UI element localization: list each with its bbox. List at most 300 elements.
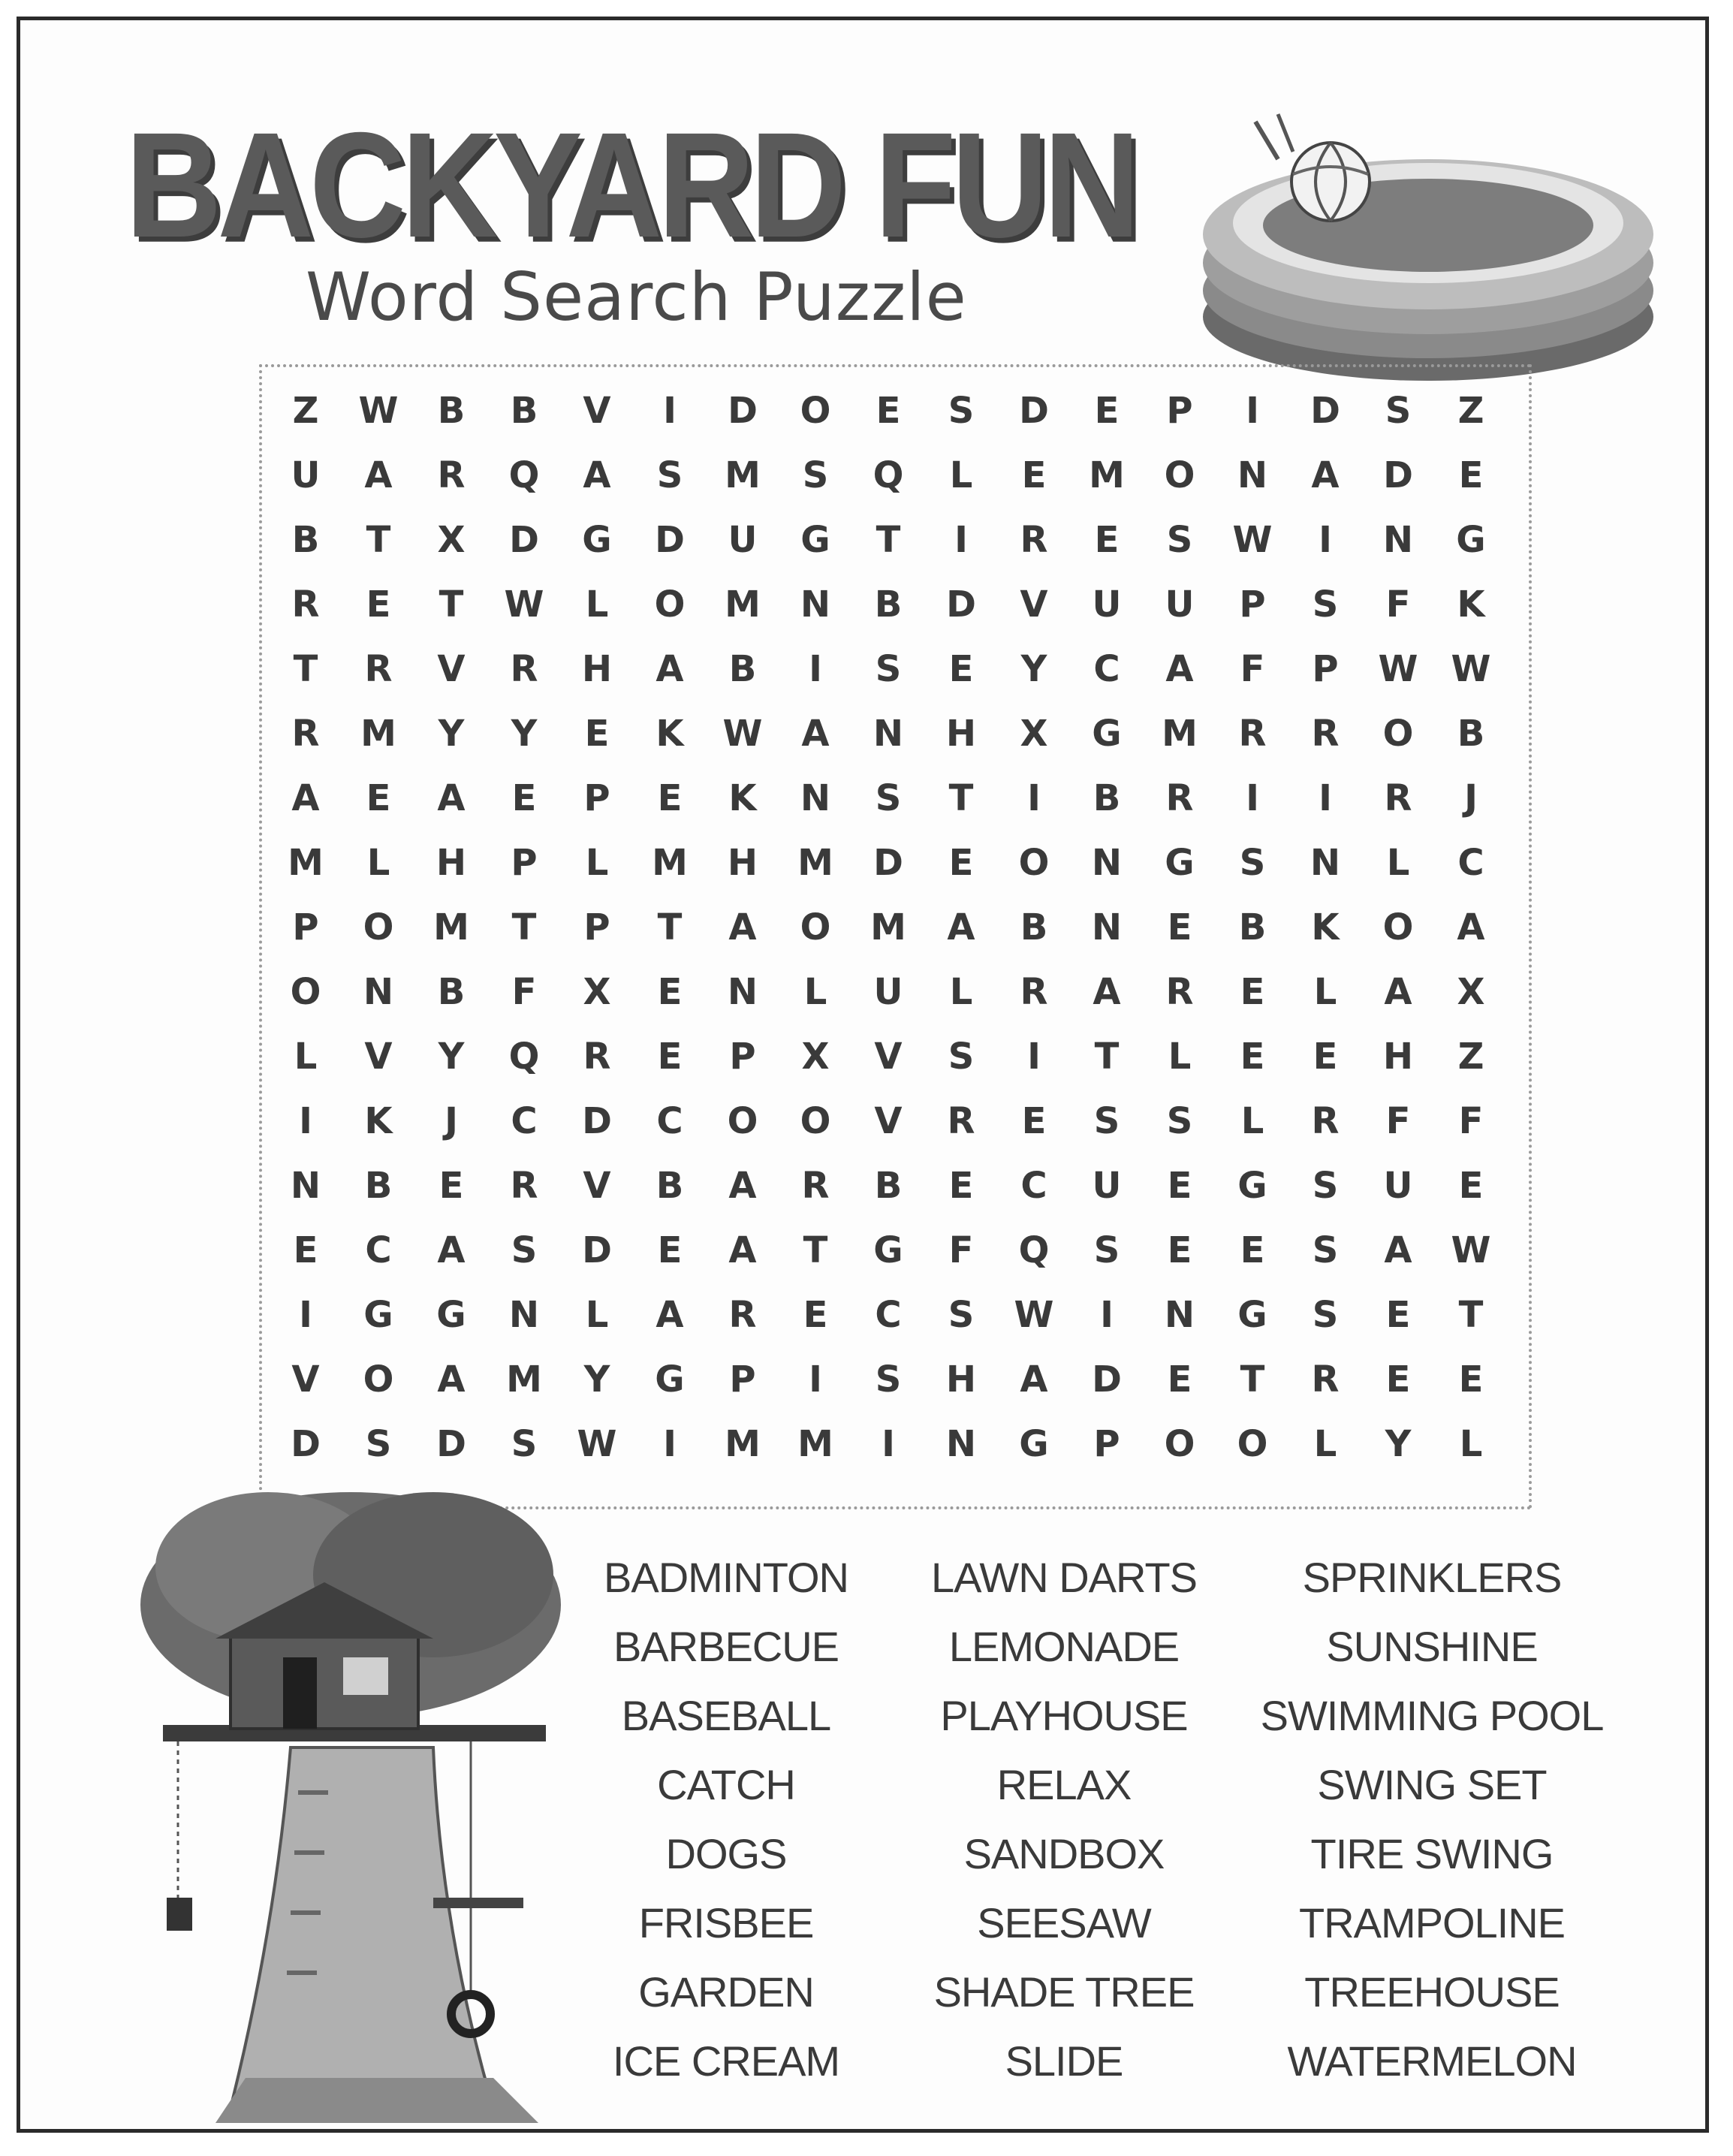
grid-letter[interactable]: R — [1020, 971, 1048, 1013]
grid-letter[interactable]: S — [1093, 1100, 1120, 1142]
grid-letter[interactable]: B — [874, 583, 903, 626]
grid-letter[interactable]: T — [948, 777, 974, 819]
grid-letter[interactable]: Y — [438, 713, 465, 755]
grid-letter[interactable]: L — [1313, 971, 1337, 1013]
grid-letter[interactable]: H — [945, 1358, 977, 1401]
grid-letter[interactable]: D — [509, 519, 539, 561]
grid-letter[interactable]: E — [439, 1165, 464, 1207]
grid-letter[interactable]: R — [291, 713, 320, 755]
grid-letter[interactable]: P — [511, 842, 538, 884]
grid-letter[interactable]: S — [875, 1358, 902, 1401]
grid-letter[interactable]: A — [728, 1165, 757, 1207]
grid-letter[interactable]: S — [1312, 1229, 1339, 1271]
grid-letter[interactable]: I — [1246, 777, 1259, 819]
grid-letter[interactable]: T — [1458, 1294, 1484, 1336]
grid-letter[interactable]: H — [1382, 1036, 1414, 1078]
grid-letter[interactable]: D — [582, 1100, 612, 1142]
grid-letter[interactable]: I — [1100, 1294, 1114, 1336]
grid-letter[interactable]: I — [663, 1423, 677, 1465]
grid-letter[interactable]: B — [1457, 713, 1485, 755]
grid-letter[interactable]: E — [584, 713, 610, 755]
grid-letter[interactable]: L — [1459, 1423, 1483, 1465]
grid-letter[interactable]: N — [800, 583, 831, 626]
grid-letter[interactable]: F — [1458, 1100, 1484, 1142]
grid-letter[interactable]: W — [504, 583, 544, 626]
grid-letter[interactable]: W — [722, 713, 763, 755]
grid-letter[interactable]: T — [293, 648, 318, 690]
grid-letter[interactable]: E — [1385, 1294, 1411, 1336]
grid-letter[interactable]: S — [1312, 583, 1339, 626]
grid-letter[interactable]: S — [1312, 1165, 1339, 1207]
grid-letter[interactable]: R — [947, 1100, 975, 1142]
grid-letter[interactable]: R — [1384, 777, 1412, 819]
grid-letter[interactable]: O — [1382, 906, 1414, 948]
grid-letter[interactable]: M — [1089, 454, 1125, 496]
grid-letter[interactable]: E — [803, 1294, 828, 1336]
grid-letter[interactable]: M — [725, 583, 761, 626]
grid-letter[interactable]: C — [875, 1294, 902, 1336]
grid-letter[interactable]: P — [292, 906, 319, 948]
grid-letter[interactable]: B — [874, 1165, 903, 1207]
grid-letter[interactable]: L — [949, 971, 973, 1013]
grid-letter[interactable]: E — [948, 842, 974, 884]
grid-letter[interactable]: B — [728, 648, 757, 690]
grid-letter[interactable]: N — [873, 713, 904, 755]
grid-letter[interactable]: W — [1378, 648, 1418, 690]
grid-letter[interactable]: L — [366, 842, 390, 884]
word-list-item: GARDEN — [638, 1968, 814, 2016]
grid-letter[interactable]: K — [1311, 906, 1340, 948]
grid-letter[interactable]: L — [1313, 1423, 1337, 1465]
grid-letter[interactable]: I — [954, 519, 968, 561]
grid-letter[interactable]: T — [876, 519, 901, 561]
grid-letter[interactable]: M — [506, 1358, 542, 1401]
grid-letter[interactable]: V — [437, 648, 466, 690]
grid-letter[interactable]: E — [511, 777, 537, 819]
grid-letter[interactable]: C — [365, 1229, 392, 1271]
grid-letter[interactable]: E — [1240, 971, 1265, 1013]
grid-letter[interactable]: X — [801, 1036, 830, 1078]
grid-letter[interactable]: D — [1310, 390, 1340, 432]
grid-letter[interactable]: G — [800, 519, 830, 561]
grid-letter[interactable]: E — [1167, 1165, 1192, 1207]
grid-letter[interactable]: A — [801, 713, 830, 755]
grid-letter[interactable]: S — [1166, 519, 1193, 561]
grid-letter[interactable]: O — [1382, 713, 1414, 755]
grid-letter[interactable]: A — [1165, 648, 1194, 690]
grid-letter[interactable]: L — [1240, 1100, 1264, 1142]
grid-letter[interactable]: H — [436, 842, 467, 884]
grid-letter[interactable]: T — [439, 583, 464, 626]
grid-letter[interactable]: G — [1237, 1165, 1267, 1207]
grid-letter[interactable]: G — [1092, 713, 1122, 755]
grid-letter[interactable]: Y — [583, 1358, 610, 1401]
grid-letter[interactable]: M — [652, 842, 688, 884]
grid-letter[interactable]: U — [1092, 583, 1122, 626]
grid-letter[interactable]: X — [1020, 713, 1048, 755]
grid-letter[interactable]: R — [510, 1165, 538, 1207]
grid-letter[interactable]: U — [1165, 583, 1195, 626]
grid-letter[interactable]: O — [290, 971, 321, 1013]
grid-letter[interactable]: Z — [1457, 1036, 1484, 1078]
grid-letter[interactable]: G — [582, 519, 612, 561]
word-search-grid[interactable] — [259, 364, 1532, 1509]
grid-letter[interactable]: V — [1020, 583, 1048, 626]
grid-letter[interactable]: R — [1238, 713, 1267, 755]
grid-letter[interactable]: L — [949, 454, 973, 496]
word-list-item: LAWN DARTS — [930, 1554, 1198, 1601]
grid-letter[interactable]: G — [1019, 1423, 1049, 1465]
grid-letter[interactable]: M — [725, 1423, 761, 1465]
grid-letter[interactable]: W — [1014, 1294, 1054, 1336]
grid-letter[interactable]: X — [583, 971, 611, 1013]
grid-letter[interactable]: I — [809, 1358, 822, 1401]
grid-letter[interactable]: M — [797, 1423, 833, 1465]
grid-letter[interactable]: A — [437, 777, 466, 819]
grid-letter[interactable]: D — [946, 583, 976, 626]
grid-letter[interactable]: C — [511, 1100, 538, 1142]
grid-letter[interactable]: T — [1240, 1358, 1265, 1401]
grid-letter[interactable]: S — [365, 1423, 392, 1465]
grid-letter[interactable]: U — [1383, 1165, 1413, 1207]
grid-letter[interactable]: V — [364, 1036, 393, 1078]
word-list-item: TIRE SWING — [1310, 1830, 1554, 1877]
grid-letter[interactable]: T — [511, 906, 537, 948]
grid-letter[interactable]: E — [293, 1229, 318, 1271]
grid-letter[interactable]: L — [1386, 842, 1410, 884]
grid-letter[interactable]: X — [1457, 971, 1485, 1013]
grid-letter[interactable]: B — [291, 519, 320, 561]
grid-letter[interactable]: E — [1458, 1358, 1484, 1401]
grid-letter[interactable]: E — [1021, 454, 1047, 496]
grid-letter[interactable]: A — [1457, 906, 1485, 948]
grid-letter[interactable]: S — [1093, 1229, 1120, 1271]
grid-letter[interactable]: G — [436, 1294, 466, 1336]
grid-letter[interactable]: O — [800, 1100, 831, 1142]
grid-letter[interactable]: R — [1311, 713, 1340, 755]
grid-row — [294, 1091, 1510, 1151]
grid-letter[interactable]: O — [1018, 842, 1050, 884]
grid-letter[interactable]: B — [364, 1165, 393, 1207]
grid-letter[interactable]: F — [511, 971, 537, 1013]
grid-letter[interactable]: Y — [1020, 648, 1047, 690]
grid-letter[interactable]: V — [583, 1165, 611, 1207]
grid-letter[interactable]: B — [1093, 777, 1121, 819]
grid-letter[interactable]: M — [725, 454, 761, 496]
grid-letter[interactable]: E — [657, 1229, 683, 1271]
grid-letter[interactable]: P — [1312, 648, 1339, 690]
grid-letter[interactable]: R — [583, 1036, 611, 1078]
grid-letter[interactable]: B — [1020, 906, 1048, 948]
grid-letter[interactable]: F — [1385, 1100, 1411, 1142]
grid-letter[interactable]: A — [364, 454, 393, 496]
grid-letter[interactable]: I — [299, 1100, 312, 1142]
grid-letter[interactable]: S — [1239, 842, 1266, 884]
grid-letter[interactable]: F — [1385, 583, 1411, 626]
grid-letter[interactable]: S — [875, 648, 902, 690]
grid-letter[interactable]: E — [948, 648, 974, 690]
grid-letter[interactable]: E — [1458, 454, 1484, 496]
grid-letter[interactable]: G — [873, 1229, 903, 1271]
grid-letter[interactable]: E — [1458, 1165, 1484, 1207]
grid-letter[interactable]: U — [873, 971, 903, 1013]
grid-letter[interactable]: X — [437, 519, 466, 561]
grid-letter[interactable]: S — [948, 390, 975, 432]
grid-letter[interactable]: D — [1092, 1358, 1122, 1401]
grid-letter[interactable]: Y — [1385, 1423, 1412, 1465]
grid-letter[interactable]: O — [1164, 1423, 1195, 1465]
grid-letter[interactable]: E — [657, 1036, 683, 1078]
grid-letter[interactable]: W — [577, 1423, 617, 1465]
grid-letter[interactable]: E — [876, 390, 901, 432]
grid-letter[interactable]: C — [1457, 842, 1484, 884]
grid-letter[interactable]: R — [364, 648, 393, 690]
grid-letter[interactable]: A — [1311, 454, 1340, 496]
grid-letter[interactable]: L — [803, 971, 827, 1013]
grid-letter[interactable]: B — [1238, 906, 1267, 948]
grid-letter[interactable]: L — [1168, 1036, 1192, 1078]
grid-letter[interactable]: U — [728, 519, 758, 561]
grid-letter[interactable]: D — [728, 390, 758, 432]
grid-letter[interactable]: S — [948, 1294, 975, 1336]
grid-letter[interactable]: R — [1311, 1358, 1340, 1401]
grid-letter[interactable]: V — [583, 390, 611, 432]
grid-letter[interactable]: D — [873, 842, 903, 884]
grid-letter[interactable]: I — [1027, 777, 1041, 819]
grid-letter[interactable]: E — [1313, 1036, 1338, 1078]
grid-letter[interactable]: Q — [1018, 1229, 1050, 1271]
grid-letter[interactable]: R — [1165, 971, 1194, 1013]
grid-letter[interactable]: M — [1162, 713, 1198, 755]
grid-letter[interactable]: O — [363, 906, 394, 948]
grid-letter[interactable]: A — [947, 906, 975, 948]
grid-letter[interactable]: D — [655, 519, 685, 561]
grid-letter[interactable]: G — [1456, 519, 1486, 561]
grid-letter[interactable]: M — [870, 906, 906, 948]
grid-letter[interactable]: N — [290, 1165, 321, 1207]
grid-letter[interactable]: N — [1091, 842, 1123, 884]
grid-letter[interactable]: K — [364, 1100, 393, 1142]
grid-letter[interactable]: R — [728, 1294, 757, 1336]
grid-letter[interactable]: A — [1020, 1358, 1048, 1401]
grid-letter[interactable]: A — [1093, 971, 1121, 1013]
grid-letter[interactable]: I — [1246, 390, 1259, 432]
grid-letter[interactable]: A — [728, 906, 757, 948]
grid-letter[interactable]: T — [803, 1229, 828, 1271]
grid-letter[interactable]: I — [1319, 777, 1332, 819]
grid-letter[interactable]: E — [1385, 1358, 1411, 1401]
grid-letter[interactable]: E — [1167, 1358, 1192, 1401]
grid-letter[interactable]: O — [800, 390, 831, 432]
grid-letter[interactable]: O — [654, 583, 686, 626]
grid-letter[interactable]: N — [1091, 906, 1123, 948]
grid-letter[interactable]: S — [948, 1036, 975, 1078]
grid-letter[interactable]: H — [727, 842, 758, 884]
grid-letter[interactable]: A — [656, 1294, 684, 1336]
grid-letter[interactable]: N — [1237, 454, 1268, 496]
grid-letter[interactable]: D — [582, 1229, 612, 1271]
grid-letter[interactable]: C — [1020, 1165, 1047, 1207]
grid-letter[interactable]: C — [1093, 648, 1120, 690]
grid-letter[interactable]: T — [1094, 1036, 1120, 1078]
grid-letter[interactable]: O — [363, 1358, 394, 1401]
grid-letter[interactable]: L — [585, 842, 609, 884]
grid-letter[interactable]: L — [294, 1036, 318, 1078]
grid-letter[interactable]: Q — [508, 454, 540, 496]
grid-letter[interactable]: E — [366, 583, 391, 626]
grid-letter[interactable]: Z — [1457, 390, 1484, 432]
grid-letter[interactable]: A — [437, 1358, 466, 1401]
grid-letter[interactable]: D — [1019, 390, 1049, 432]
grid-letter[interactable]: G — [1165, 842, 1195, 884]
grid-letter[interactable]: Q — [508, 1036, 540, 1078]
grid-letter[interactable]: E — [1240, 1229, 1265, 1271]
grid-letter[interactable]: E — [1021, 1100, 1047, 1142]
grid-letter[interactable]: N — [1164, 1294, 1195, 1336]
grid-letter[interactable]: A — [1384, 1229, 1412, 1271]
grid-letter[interactable]: F — [948, 1229, 974, 1271]
grid-letter[interactable]: B — [437, 390, 466, 432]
grid-letter[interactable]: N — [1382, 519, 1414, 561]
grid-letter[interactable]: M — [797, 842, 833, 884]
word-list-item: ICE CREAM — [612, 2037, 840, 2085]
grid-letter[interactable]: E — [1167, 1229, 1192, 1271]
grid-letter[interactable]: V — [874, 1036, 903, 1078]
grid-letter[interactable]: N — [800, 777, 831, 819]
grid-letter[interactable]: H — [581, 648, 613, 690]
grid-letter[interactable]: Q — [873, 454, 904, 496]
grid-letter[interactable]: Y — [438, 1036, 465, 1078]
grid-row — [291, 574, 1510, 635]
grid-letter[interactable]: G — [1237, 1294, 1267, 1336]
grid-letter[interactable]: O — [727, 1100, 758, 1142]
grid-letter[interactable]: P — [1239, 583, 1266, 626]
grid-letter[interactable]: T — [366, 519, 391, 561]
grid-letter[interactable]: S — [511, 1229, 538, 1271]
grid-letter[interactable]: P — [1166, 390, 1193, 432]
grid-letter[interactable]: I — [809, 648, 822, 690]
grid-letter[interactable]: R — [801, 1165, 830, 1207]
grid-row — [290, 962, 1510, 1022]
grid-letter[interactable]: S — [1166, 1100, 1193, 1142]
grid-letter[interactable]: O — [800, 906, 831, 948]
grid-letter[interactable]: E — [366, 777, 391, 819]
grid-letter[interactable]: K — [1457, 583, 1485, 626]
grid-letter[interactable]: E — [1240, 1036, 1265, 1078]
grid-letter[interactable]: L — [585, 1294, 609, 1336]
grid-letter[interactable]: R — [1165, 777, 1194, 819]
grid-letter[interactable]: M — [433, 906, 469, 948]
grid-letter[interactable]: P — [583, 906, 610, 948]
grid-letter[interactable]: J — [445, 1100, 458, 1142]
grid-letter[interactable]: E — [657, 777, 683, 819]
grid-letter[interactable]: G — [655, 1358, 685, 1401]
grid-letter[interactable]: S — [802, 454, 829, 496]
grid-letter[interactable]: W — [1232, 519, 1273, 561]
grid-letter[interactable]: R — [1020, 519, 1048, 561]
grid-letter[interactable]: M — [360, 713, 396, 755]
grid-letter[interactable]: B — [656, 1165, 684, 1207]
grid-letter[interactable]: S — [1312, 1294, 1339, 1336]
grid-letter[interactable]: I — [1027, 1036, 1041, 1078]
grid-letter[interactable]: P — [583, 777, 610, 819]
grid-letter[interactable]: S — [875, 777, 902, 819]
grid-letter[interactable]: J — [1464, 777, 1478, 819]
grid-letter[interactable]: U — [291, 454, 321, 496]
grid-letter[interactable]: R — [1311, 1100, 1340, 1142]
grid-letter[interactable]: K — [656, 713, 684, 755]
grid-letter[interactable]: M — [288, 842, 324, 884]
grid-letter[interactable]: D — [291, 1423, 321, 1465]
grid-letter[interactable]: U — [1092, 1165, 1122, 1207]
grid-letter[interactable]: S — [511, 1423, 538, 1465]
grid-letter[interactable]: A — [656, 648, 684, 690]
grid-letter[interactable]: T — [657, 906, 683, 948]
grid-letter[interactable]: A — [728, 1229, 757, 1271]
grid-letter[interactable]: W — [1451, 1229, 1491, 1271]
grid-letter[interactable]: S — [1385, 390, 1412, 432]
grid-letter[interactable]: N — [363, 971, 394, 1013]
grid-letter[interactable]: E — [1094, 390, 1120, 432]
grid-letter[interactable]: K — [728, 777, 757, 819]
grid-letter[interactable]: P — [729, 1036, 756, 1078]
grid-letter[interactable]: P — [729, 1358, 756, 1401]
word-list-item: BADMINTON — [604, 1554, 848, 1601]
grid-letter[interactable]: E — [657, 971, 683, 1013]
grid-letter[interactable]: I — [663, 390, 677, 432]
grid-letter[interactable]: A — [291, 777, 320, 819]
grid-letter[interactable]: N — [727, 971, 758, 1013]
grid-letter[interactable]: P — [1093, 1423, 1120, 1465]
grid-letter[interactable]: B — [437, 971, 466, 1013]
grid-letter[interactable]: W — [358, 390, 399, 432]
grid-letter[interactable]: D — [436, 1423, 466, 1465]
grid-letter[interactable]: F — [1240, 648, 1265, 690]
grid-letter[interactable]: Y — [511, 713, 538, 755]
word-list-item: SPRINKLERS — [1302, 1554, 1562, 1601]
grid-letter[interactable]: V — [291, 1358, 320, 1401]
grid-letter[interactable]: B — [510, 390, 538, 432]
grid-letter[interactable]: G — [363, 1294, 393, 1336]
kiddie-pool-illustration — [1188, 92, 1668, 392]
grid-letter[interactable]: E — [1167, 906, 1192, 948]
grid-letter[interactable]: Z — [292, 390, 319, 432]
grid-letter[interactable]: E — [948, 1165, 974, 1207]
grid-letter[interactable]: A — [583, 454, 611, 496]
grid-letter[interactable]: I — [299, 1294, 312, 1336]
grid-letter[interactable]: N — [945, 1423, 977, 1465]
grid-letter[interactable]: I — [1319, 519, 1332, 561]
grid-letter[interactable]: R — [437, 454, 466, 496]
grid-letter[interactable]: O — [1164, 454, 1195, 496]
grid-letter[interactable]: D — [1383, 454, 1413, 496]
grid-letter[interactable]: R — [291, 583, 320, 626]
grid-letter[interactable]: S — [656, 454, 683, 496]
grid-letter[interactable]: N — [508, 1294, 540, 1336]
grid-letter[interactable]: I — [882, 1423, 895, 1465]
grid-letter[interactable]: L — [585, 583, 609, 626]
grid-letter[interactable]: E — [1094, 519, 1120, 561]
grid-letter[interactable]: A — [1384, 971, 1412, 1013]
grid-letter[interactable]: H — [945, 713, 977, 755]
grid-letter[interactable]: W — [1451, 648, 1491, 690]
grid-letter[interactable]: V — [874, 1100, 903, 1142]
grid-letter[interactable]: C — [656, 1100, 683, 1142]
grid-letter[interactable]: O — [1237, 1423, 1268, 1465]
grid-letter[interactable]: N — [1310, 842, 1341, 884]
grid-letter[interactable]: R — [510, 648, 538, 690]
grid-letter[interactable]: A — [437, 1229, 466, 1271]
